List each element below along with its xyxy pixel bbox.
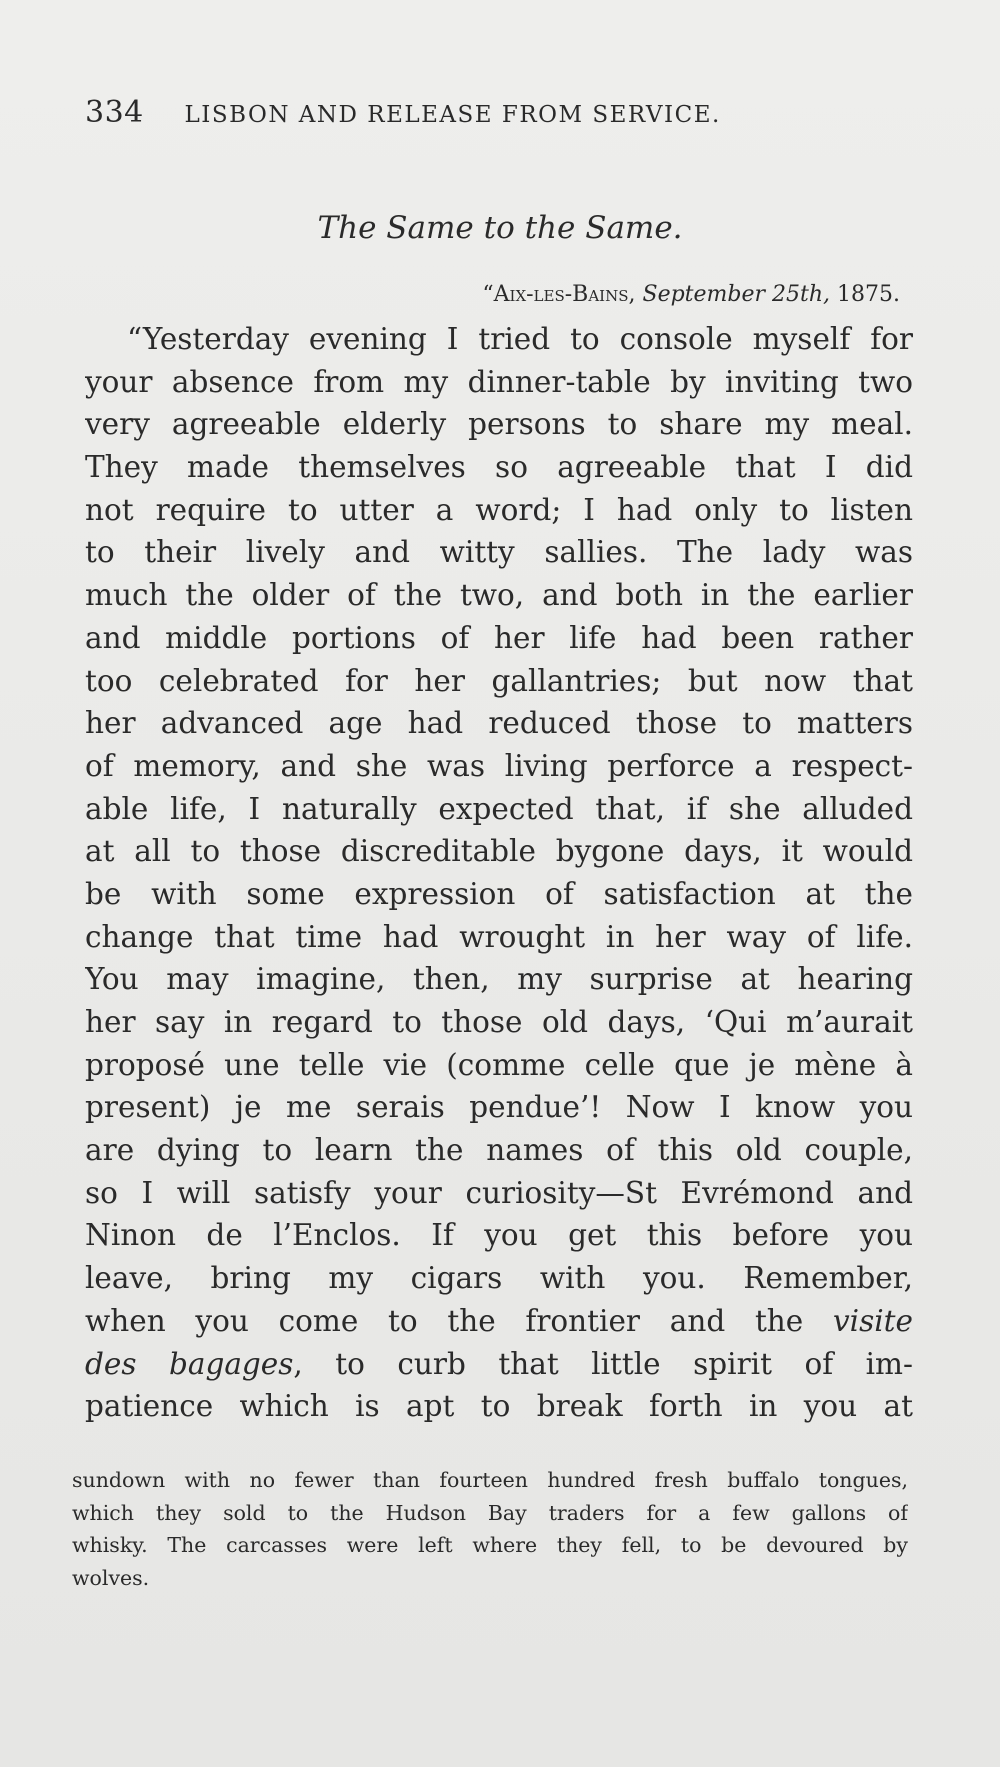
body-line: be with some expression of satisfaction at the <box>85 876 913 911</box>
running-header <box>85 95 915 130</box>
page-number: 334 <box>85 95 144 130</box>
body-line: too celebrated for her gallantries; but now that <box>85 663 913 698</box>
body-line: patience which is apt to break forth in you at <box>85 1389 913 1424</box>
body-line: of memory, and she was living perforce a respect- <box>85 748 913 783</box>
body-line: so I will satisfy your curiosity—St Evrémond and <box>85 1175 913 1210</box>
body-line: when you come to the frontier and the visite <box>85 1303 913 1338</box>
body-line: They made themselves so agreeable that I did <box>85 450 913 485</box>
footnote <box>72 1464 908 1594</box>
body-line: des bagages, to curb that little spirit of im- <box>85 1346 913 1381</box>
footnote-line: sundown with no fewer than fourteen hundred fresh buffalo tongues, <box>72 1468 908 1492</box>
running-title: LISBON AND RELEASE FROM SERVICE. <box>184 102 721 128</box>
body-line: are dying to learn the names of this old couple, <box>85 1133 913 1168</box>
letter-dateline <box>482 282 900 307</box>
body-line: leave, bring my cigars with you. Remember, <box>85 1261 913 1296</box>
body-line: much the older of the two, and both in the earlier <box>85 578 913 613</box>
dateline-year: 1875. <box>830 282 900 307</box>
italic-phrase: visite <box>833 1303 913 1338</box>
dateline-date: September 25th, <box>642 282 831 307</box>
body-line: able life, I naturally expected that, if she alluded <box>85 791 913 826</box>
footnote-line: which they sold to the Hudson Bay traders for a few gallons of <box>72 1500 908 1525</box>
body-line: her say in regard to those old days, ‘Qui m’aurait <box>85 1005 913 1039</box>
body-line: not require to utter a word; I had only to listen <box>85 492 913 527</box>
dateline-open-quote: “ <box>482 282 494 307</box>
dateline-place: Aix-les-Bains, <box>493 282 636 307</box>
footnote-line: wolves. <box>72 1565 150 1590</box>
letter-heading: The Same to the Same. <box>317 210 683 246</box>
body-line: at all to those discreditable bygone days, it would <box>85 834 913 869</box>
body-line: present) je me serais pendue’! Now I know you <box>85 1090 913 1125</box>
body-line: Ninon de l’Enclos. If you get this before you <box>85 1218 913 1253</box>
body-line: You may imagine, then, my surprise at hearing <box>85 962 913 997</box>
footnote-line: whisky. The carcasses were left where they fell, to be devoured by <box>72 1533 908 1557</box>
body-line: very agreeable elderly persons to share my meal. <box>85 407 913 442</box>
body-line: her advanced age had reduced those to matters <box>85 706 913 741</box>
body-line: “Yesterday evening I tried to console myself for <box>127 322 913 356</box>
body-line: and middle portions of her life had been rather <box>85 620 913 655</box>
body-line: proposé une telle vie (comme celle que je mène à <box>85 1047 913 1082</box>
letter-body <box>85 318 913 1428</box>
body-line: your absence from my dinner-table by inviting two <box>85 364 913 399</box>
body-line: change that time had wrought in her way of life. <box>85 919 913 954</box>
italic-phrase: des bagages <box>85 1346 294 1381</box>
body-line: to their lively and witty sallies. The lady was <box>85 535 913 570</box>
